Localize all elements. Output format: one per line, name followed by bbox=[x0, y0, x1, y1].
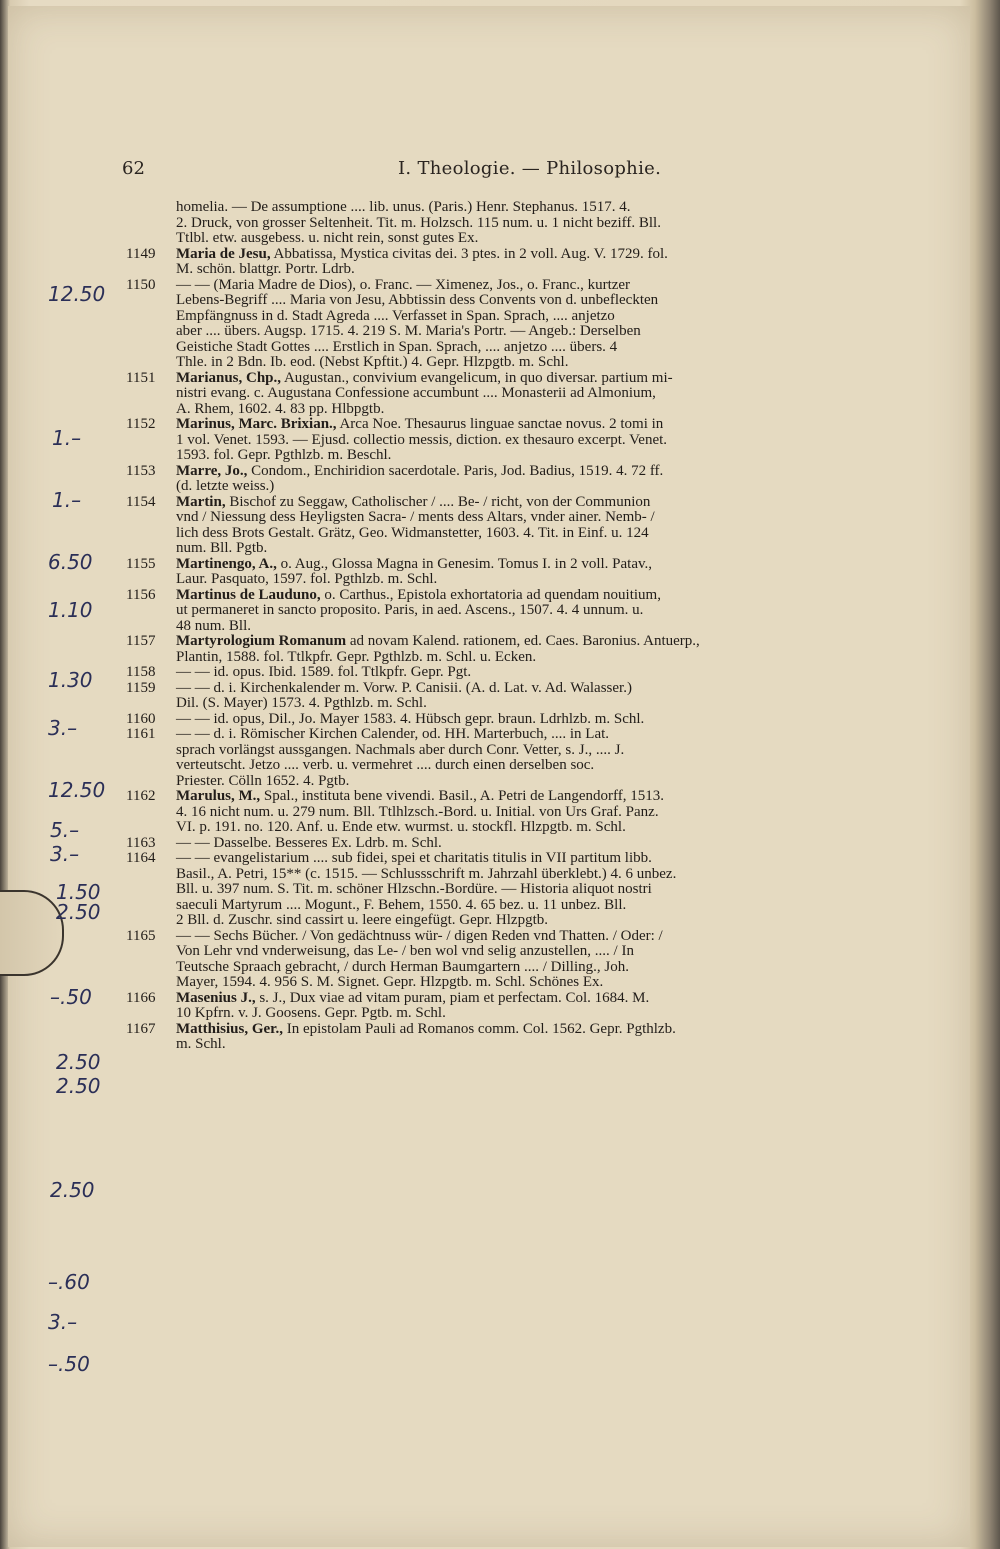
entry-number: 1164 bbox=[126, 850, 156, 866]
entry-title: Maria de Jesu, bbox=[176, 245, 271, 262]
entry-number: 1158 bbox=[126, 664, 156, 680]
catalog-entry bbox=[126, 789, 936, 836]
entry-line: Basil., A. Petri, 15** (c. 1515. — Schlussschrift m. Jahrzahl überklebt.) 4. 6 unbez. bbox=[176, 865, 677, 882]
catalog-entry bbox=[126, 247, 936, 278]
entry-number: 1152 bbox=[126, 416, 156, 432]
entry-line: — — d. i. Kirchenkalender m. Vorw. P. Canisii. (A. d. Lat. v. Ad. Walasser.) bbox=[176, 679, 632, 696]
entry-line: Plantin, 1588. fol. Ttlkpfr. Gepr. Pgthlzb. m. Schl. u. Ecken. bbox=[176, 648, 537, 665]
entry-line: 1 vol. Venet. 1593. — Ejusd. collectio messis, diction. ex thesauro excerpt. Venet. bbox=[176, 431, 668, 448]
entry-line: Dil. (S. Mayer) 1573. 4. Pgthlzb. m. Schl. bbox=[176, 695, 427, 711]
entry-line: 1593. fol. Gepr. Pgthlzb. m. Beschl. bbox=[176, 447, 392, 463]
entry-title: Marulus, M., bbox=[176, 788, 261, 804]
margin-note: 1.30 bbox=[48, 668, 93, 692]
entry-number: 1159 bbox=[126, 679, 156, 696]
entry-line: Marulus, M., Spal., instituta bene vivendi. Basil., A. Petri de Langendorff, 1513. bbox=[176, 788, 664, 804]
margin-note: –.50 bbox=[48, 1352, 90, 1376]
entry-number: 1149 bbox=[126, 245, 156, 262]
entry-line: nistri evang. c. Augustana Confessione accumbunt .... Monasterii ad Almonium, bbox=[176, 385, 656, 401]
entry-line: verteutscht. Jetzo .... verb. u. vermehret .... durch einen derselben soc. bbox=[176, 757, 595, 773]
entry-number: 1156 bbox=[126, 586, 156, 603]
page-header bbox=[122, 158, 922, 188]
entry-line: Laur. Pasquato, 1597. fol. Pgthlzb. m. Schl. bbox=[176, 571, 438, 587]
entry-line: VI. p. 191. no. 120. Anf. u. Ende etw. wurmst. u. stockfl. Hlzpgtb. m. Schl. bbox=[176, 819, 626, 835]
entry-number: 1163 bbox=[126, 834, 156, 851]
entry-line: M. schön. blattgr. Portr. Ldrb. bbox=[176, 261, 355, 277]
catalog-entry bbox=[126, 200, 936, 247]
entry-line: 48 num. Bll. bbox=[176, 617, 252, 634]
entry-title: Martyrologium Romanum bbox=[176, 633, 347, 649]
catalog-entry bbox=[126, 665, 936, 681]
entry-line: saeculi Martyrum .... Mogunt., F. Behem, 1550. 4. 65 bez. u. 11 unbez. Bll. bbox=[176, 896, 627, 913]
entry-line: Lebens-Begriff .... Maria von Jesu, Abbtissin dess Convents von d. unbefleckten bbox=[176, 292, 659, 308]
entry-number: 1153 bbox=[126, 462, 156, 479]
entry-line: num. Bll. Pgtb. bbox=[176, 540, 268, 556]
entry-line: aber .... übers. Augsp. 1715. 4. 219 S. M. Maria's Portr. — Angeb.: Derselben bbox=[176, 323, 641, 339]
entry-number: 1150 bbox=[126, 276, 156, 293]
margin-note: 3.– bbox=[48, 1310, 78, 1334]
margin-note: –.50 bbox=[50, 985, 92, 1009]
entry-line: Bll. u. 397 num. S. Tit. m. schöner Hlzschn.-Bordüre. — Historia aliquot nostri bbox=[176, 881, 652, 897]
entry-number: 1161 bbox=[126, 726, 156, 742]
entry-line: — — Sechs Bücher. / Von gedächtnuss wür- / digen Reden vnd Thatten. / Oder: / bbox=[176, 927, 663, 944]
margin-note: 1.– bbox=[52, 488, 82, 512]
entry-line: 10 Kpfrn. v. J. Goosens. Gepr. Pgtb. m. Schl. bbox=[176, 1005, 446, 1021]
entry-line: Thle. in 2 Bdn. Ib. eod. (Nebst Kpftit.) 4. Gepr. Hlzpgtb. m. Schl. bbox=[176, 354, 569, 370]
margin-note: 2.50 bbox=[56, 900, 101, 924]
margin-note: 2.50 bbox=[56, 1050, 101, 1074]
catalog-entry bbox=[126, 991, 936, 1022]
entry-line: m. Schl. bbox=[176, 1036, 226, 1052]
entry-line: 4. 16 nicht num. u. 279 num. Bll. Ttlhlzsch.-Bord. u. Initial. von Urs Graf. Panz. bbox=[176, 803, 659, 820]
margin-note: 1.10 bbox=[48, 598, 93, 622]
entry-line: A. Rhem, 1602. 4. 83 pp. Hlbpgtb. bbox=[176, 400, 385, 417]
entry-line: Martyrologium Romanum ad novam Kalend. rationem, ed. Caes. Baronius. Antuerp., bbox=[176, 633, 700, 649]
entry-line: Von Lehr vnd vnderweisung, das Le- / ben wol vnd selig anzustellen, .... / In bbox=[176, 943, 634, 959]
catalog-entry bbox=[126, 588, 936, 635]
catalog-entries bbox=[126, 200, 936, 1053]
catalog-entry bbox=[126, 712, 936, 728]
entry-title: Marre, Jo., bbox=[176, 462, 248, 479]
margin-note: 12.50 bbox=[48, 282, 106, 306]
catalog-entry bbox=[126, 851, 936, 929]
entry-title: Matthisius, Ger., bbox=[176, 1020, 283, 1037]
entry-line: Masenius J., s. J., Dux viae ad vitam puram, piam et perfectam. Col. 1684. M. bbox=[176, 989, 650, 1006]
margin-note: 12.50 bbox=[48, 778, 106, 802]
running-title: I. Theologie. — Philosophie. bbox=[398, 158, 662, 179]
entry-line: Empfängnuss in d. Stadt Agreda .... Verfasset in Span. Sprach, .... anjetzo bbox=[176, 307, 615, 324]
entry-number: 1151 bbox=[126, 369, 156, 386]
entry-title: Masenius J., bbox=[176, 989, 256, 1006]
catalog-entry bbox=[126, 1022, 936, 1053]
entry-line: — — d. i. Römischer Kirchen Calender, od. HH. Marterbuch, .... in Lat. bbox=[176, 726, 610, 742]
entry-title: Martin, bbox=[176, 493, 226, 510]
margin-note: 1.– bbox=[52, 426, 82, 450]
catalog-entry bbox=[126, 278, 936, 371]
entry-line: — — Dasselbe. Besseres Ex. Ldrb. m. Schl. bbox=[176, 834, 442, 851]
catalog-entry bbox=[126, 634, 936, 665]
entry-line: ut permaneret in sancto proposito. Paris, in aed. Ascens., 1507. 4. 4 unnum. u. bbox=[176, 602, 644, 618]
entry-line: 2. Druck, von grosser Seltenheit. Tit. m. Holzsch. 115 num. u. 1 nicht beziff. Bll. bbox=[176, 214, 661, 231]
entry-line: vnd / Niessung dess Heyligsten Sacra- / ments dess Altars, vnder ainer. Nemb- / bbox=[176, 509, 655, 525]
entry-line: — — (Maria Madre de Dios), o. Franc. — Ximenez, Jos., o. Franc., kurtzer bbox=[176, 276, 631, 293]
entry-line: lich dess Brots Gestalt. Grätz, Geo. Widmanstetter, 1603. 4. Tit. in Einf. u. 124 bbox=[176, 524, 649, 541]
margin-note: –.60 bbox=[48, 1270, 90, 1294]
entry-line: Matthisius, Ger., In epistolam Pauli ad Romanos comm. Col. 1562. Gepr. Pgthlzb. bbox=[176, 1020, 676, 1037]
catalog-entry bbox=[126, 464, 936, 495]
entry-line: 2 Bll. d. Zuschr. sind cassirt u. leere eingefügt. Gepr. Hlzpgtb. bbox=[176, 912, 549, 928]
entry-title: Martinus de Lauduno, bbox=[176, 586, 321, 603]
margin-note: 2.50 bbox=[56, 1074, 101, 1098]
entry-line: (d. letzte weiss.) bbox=[176, 478, 275, 494]
entry-title: Marinus, Marc. Brixian., bbox=[176, 416, 337, 432]
margin-notes bbox=[0, 0, 120, 1549]
entry-title: Marianus, Chp., bbox=[176, 369, 282, 386]
catalog-entry bbox=[126, 371, 936, 418]
entry-line: — — id. opus. Ibid. 1589. fol. Ttlkpfr. Gepr. Pgt. bbox=[176, 664, 472, 680]
margin-note: 6.50 bbox=[48, 550, 93, 574]
entry-line: homelia. — De assumptione .... lib. unus. (Paris.) Henr. Stephanus. 1517. 4. bbox=[176, 199, 631, 215]
margin-note: 3.– bbox=[50, 842, 80, 866]
entry-number: 1157 bbox=[126, 633, 156, 649]
entry-line: Martinengo, A., o. Aug., Glossa Magna in Genesim. Tomus I. in 2 voll. Patav., bbox=[176, 555, 653, 572]
margin-note: 1.50 bbox=[56, 880, 101, 904]
catalog-entry bbox=[126, 836, 936, 852]
catalog-entry bbox=[126, 727, 936, 789]
entry-line: Priester. Cölln 1652. 4. Pgtb. bbox=[176, 772, 350, 789]
catalog-entry bbox=[126, 417, 936, 464]
entry-number: 1160 bbox=[126, 710, 156, 727]
entry-number: 1155 bbox=[126, 555, 156, 572]
entry-number: 1167 bbox=[126, 1020, 156, 1037]
entry-line: sprach vorlängst aussgangen. Nachmals aber durch Conr. Vetter, s. J., .... J. bbox=[176, 741, 625, 758]
entry-number: 1154 bbox=[126, 493, 156, 510]
entry-line: Geistiche Stadt Gottes .... Erstlich in Span. Sprach, .... anjetzo .... übers. 4 bbox=[176, 338, 618, 355]
entry-line: Marianus, Chp., Augustan., convivium evangelicum, in quo diversar. partium mi- bbox=[176, 369, 673, 386]
entry-line: — — id. opus, Dil., Jo. Mayer 1583. 4. Hübsch gepr. braun. Ldrhlzb. m. Schl. bbox=[176, 710, 645, 727]
entry-line: Mayer, 1594. 4. 956 S. M. Signet. Gepr. Hlzpgtb. m. Schl. Schönes Ex. bbox=[176, 974, 604, 990]
entry-number: 1162 bbox=[126, 788, 156, 804]
entry-line: — — evangelistarium .... sub fidei, spei et charitatis titulis in VII partitum libb. bbox=[176, 850, 652, 866]
entry-number: 1165 bbox=[126, 927, 156, 944]
entry-title: Martinengo, A., bbox=[176, 555, 277, 572]
entry-line: Marinus, Marc. Brixian., Arca Noe. Thesaurus linguae sanctae novus. 2 tomi in bbox=[176, 416, 664, 432]
margin-note: 2.50 bbox=[50, 1178, 95, 1202]
entry-line: Marre, Jo., Condom., Enchiridion sacerdotale. Paris, Jod. Badius, 1519. 4. 72 ff. bbox=[176, 462, 664, 479]
catalog-entry bbox=[126, 557, 936, 588]
entry-line: Teutsche Spraach gebracht, / durch Herman Baumgartern .... / Dilling., Joh. bbox=[176, 958, 629, 975]
catalog-entry bbox=[126, 681, 936, 712]
entry-line: Martinus de Lauduno, o. Carthus., Epistola exhortatoria ad quendam nouitium, bbox=[176, 586, 661, 603]
entry-line: Maria de Jesu, Abbatissa, Mystica civitas dei. 3 ptes. in 2 voll. Aug. V. 1729. fol. bbox=[176, 245, 668, 262]
page-number: 62 bbox=[122, 158, 145, 179]
margin-note: 5.– bbox=[50, 818, 80, 842]
catalog-entry bbox=[126, 929, 936, 991]
margin-note: 3.– bbox=[48, 716, 78, 740]
catalog-entry bbox=[126, 495, 936, 557]
entry-number: 1166 bbox=[126, 989, 156, 1006]
entry-line: Ttlbl. etw. ausgebess. u. nicht rein, sonst gutes Ex. bbox=[176, 230, 479, 246]
entry-line: Martin, Bischof zu Seggaw, Catholischer / .... Be- / richt, von der Communion bbox=[176, 493, 651, 510]
